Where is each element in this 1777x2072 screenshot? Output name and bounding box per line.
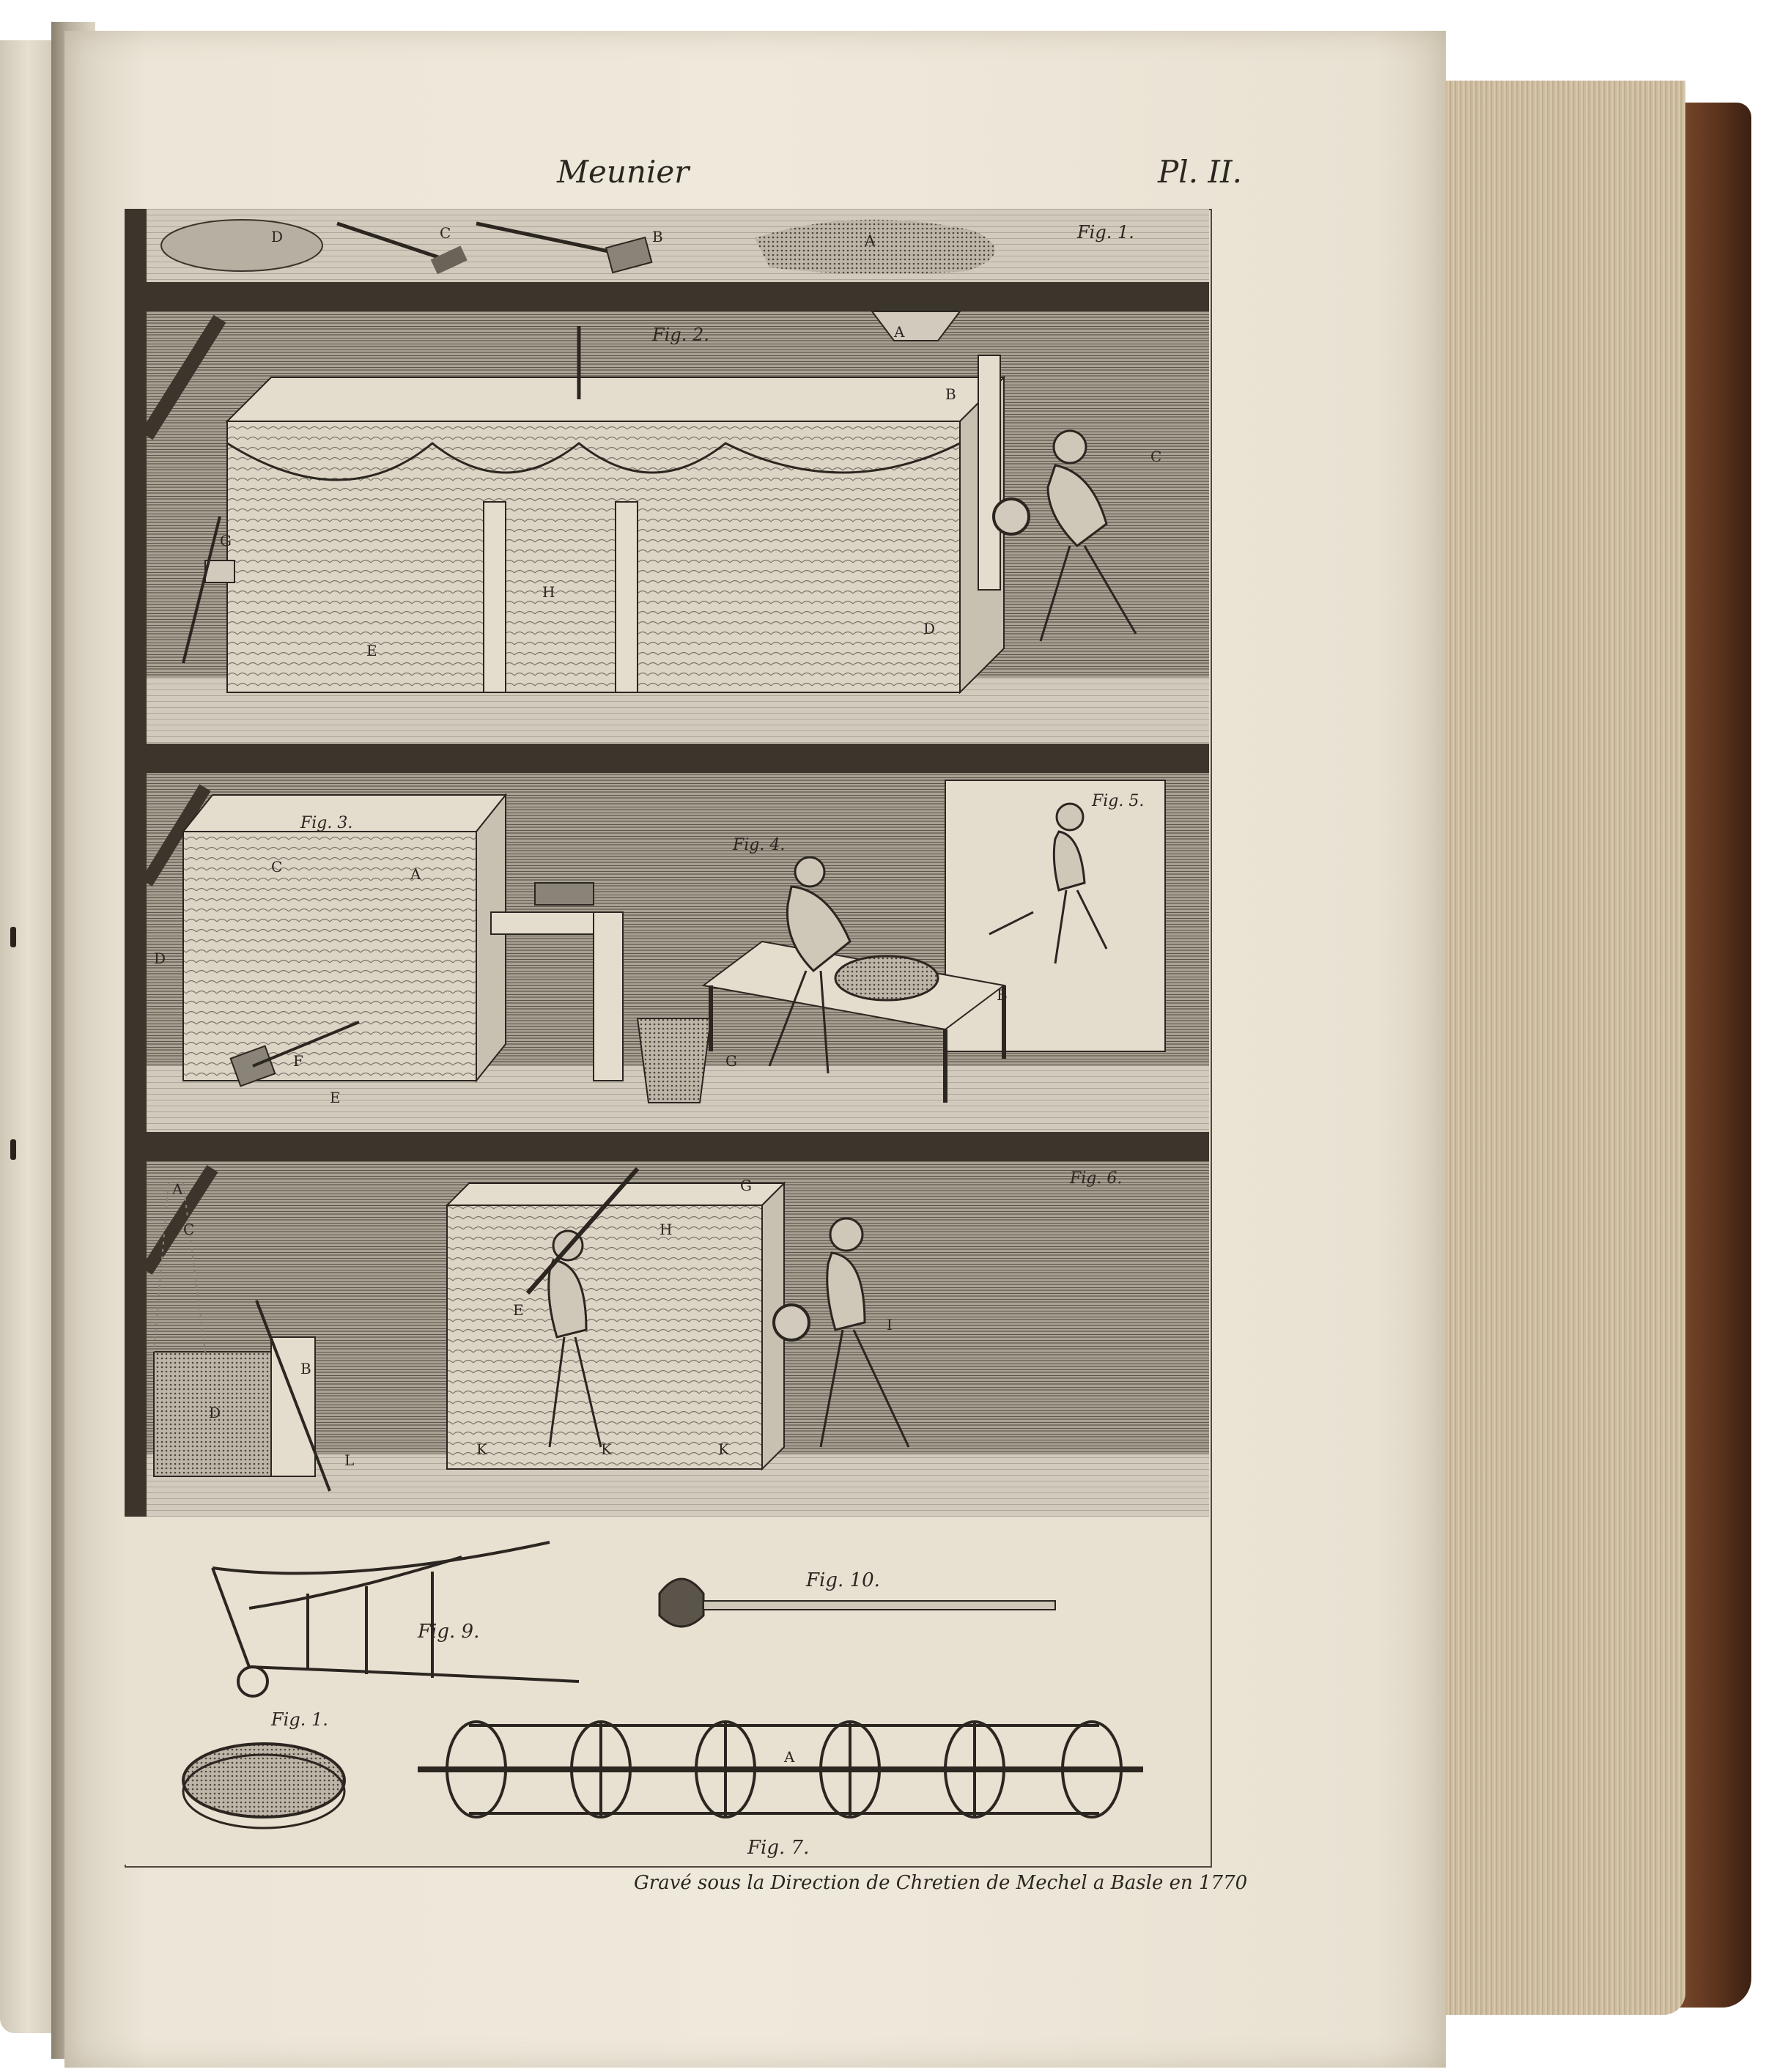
label-letter: A [172,1180,183,1198]
crank-wheel [994,499,1029,534]
fig-label: Fig. 3. [300,814,353,832]
page-title: Meunier [557,154,690,190]
label-letter: A [784,1748,795,1766]
label-letter: D [154,950,166,967]
fig-label: Fig. 5. [1092,792,1145,810]
plate-number: Pl. II. [1158,154,1242,190]
label-letter: L [344,1451,355,1469]
fig3-5-section [147,773,1209,1139]
label-letter: C [440,224,451,242]
tool-figures [125,1517,1209,1865]
shelf-beam [125,1132,1209,1161]
fig6-section [147,1161,1209,1520]
fig-label: Fig. 1. [271,1709,328,1730]
label-letter: F [293,1052,303,1070]
label-letter: B [300,1360,311,1377]
label-letter: C [183,1221,195,1238]
label-letter: H [660,1221,673,1238]
fig-label: Fig. 4. [733,836,786,854]
label-letter: D [271,228,284,245]
label-letter: B [652,228,663,245]
label-letter: B [997,986,1008,1004]
vertical-post [125,209,147,1517]
label-letter: E [366,642,377,659]
label-letter: G [220,532,232,550]
label-letter: C [1150,448,1162,465]
label-letter: A [865,232,876,249]
top-shelf-section [125,209,1209,311]
fig-label: Fig. 10. [806,1569,880,1591]
label-letter: C [271,858,283,876]
label-letter: G [740,1177,752,1194]
bolting-chest [447,1205,762,1469]
ink-mark [10,927,16,947]
label-letter: G [725,1052,737,1070]
engraving-illustration [125,209,1209,1865]
shelf-beam [125,744,1209,773]
label-letter: D [209,1404,221,1421]
fig-label: Fig. 1. [1077,222,1134,243]
label-letter: D [923,620,936,637]
fig-label: Fig. 2. [652,325,709,345]
label-letter: K [601,1440,612,1458]
label-letter: A [410,865,421,883]
label-letter: B [945,385,956,403]
fig-label: Fig. 9. [418,1621,480,1643]
label-letter: K [718,1440,729,1458]
bolting-chest [227,421,960,692]
label-letter: E [513,1301,524,1319]
page-edges [1436,81,1685,2015]
bolting-chest [183,832,476,1081]
label-letter: I [887,1316,893,1333]
engraver-credit: Gravé sous la Direction de Chretien de Mechel a Basle en 1770 [634,1872,1248,1894]
page-header [557,154,1260,205]
label-letter: A [894,323,905,341]
doorway [945,780,1165,1051]
sieve-shape [835,956,938,1000]
label-letter: H [542,583,555,601]
sack-shape [161,220,322,271]
label-letter: E [330,1089,341,1106]
basket-shape [638,1018,711,1103]
fig-label: Fig. 7. [747,1837,810,1859]
fig2-section [147,311,1209,744]
fig-label: Fig. 6. [1070,1169,1123,1188]
ink-mark [10,1139,16,1160]
crank-wheel [774,1305,809,1340]
label-letter: K [476,1440,487,1458]
